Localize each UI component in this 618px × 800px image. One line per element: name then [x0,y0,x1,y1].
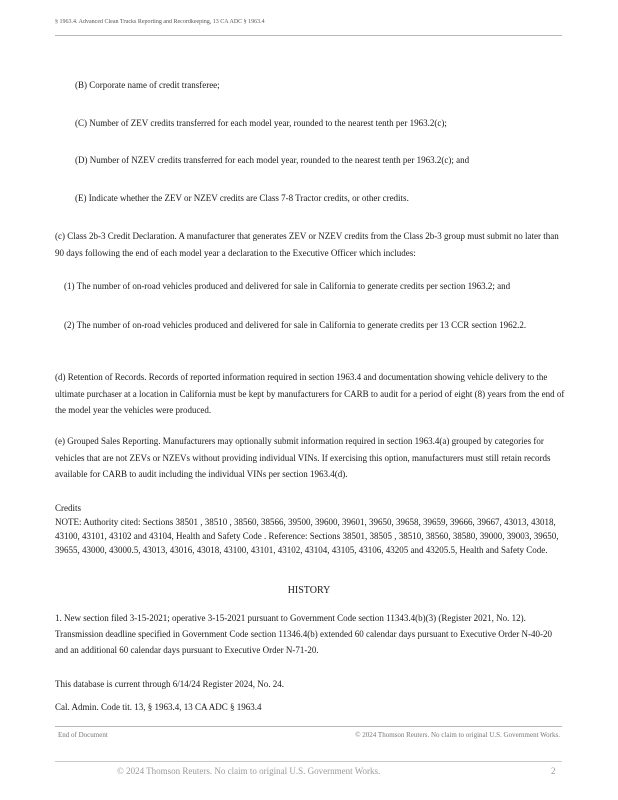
citation: Cal. Admin. Code tit. 13, § 1963.4, 13 CA ADC § 1963.4 [55,702,262,712]
credits-note: NOTE: Authority cited: Sections 38501 , 38510 , 38560, 38566, 39500, 39600, 39601, 39650, 39658, 39659, 39666, 39667, 43013, 43018, 43100, 43101, 43102 and 43104, Health and Safety Code . Reference: Sections 38501, 38505 , 38510, 38560, 38580, 39000, 39003, 39650, 39655, 43000, 43000.5, 43013, 43016, 43018, 43100, 43101, 43102, 43104, 43105, 43106, 43205 and 43205.5, Health and Safety Code. [55,517,559,555]
document-end-divider [55,726,562,727]
page-footer-copyright: © 2024 Thomson Reuters. No claim to original U.S. Government Works. [117,766,381,776]
credits-heading: Credits [55,503,81,513]
header-divider [55,35,562,36]
item-e: (E) Indicate whether the ZEV or NZEV credits are Class 7-8 Tractor credits, or other credits. [75,193,409,203]
database-currency: This database is current through 6/14/24 Register 2024, No. 24. [55,679,284,689]
page-footer-divider [55,761,562,762]
item-d: (D) Number of NZEV credits transferred for each model year, rounded to the nearest tenth per 1963.2(c); and [75,155,470,165]
history-heading: HISTORY [287,585,331,596]
document-copyright: © 2024 Thomson Reuters. No claim to original U.S. Government Works. [355,731,560,739]
end-of-document: End of Document [58,731,108,739]
section-c-paragraph: (c) Class 2b-3 Credit Declaration. A manufacturer that generates ZEV or NZEV credits from the Class 2b-3 group must submit no later than 90 days following the end of each model year a declaration to the Executive Officer which includes: [55,231,559,258]
section-e-paragraph: (e) Grouped Sales Reporting. Manufacturers may optionally submit information required in section 1963.4(a) grouped by categories for vehicles that are not ZEVs or NZEVs without providing individual VINs. If exercising this option, manufacturers must still retain records available for CARB to audit including the individual VINs per section 1963.4(d). [55,436,551,479]
section-c-item-1: (1) The number of on-road vehicles produced and delivered for sale in California to generate credits per section 1963.2; and [64,281,511,291]
section-d-paragraph: (d) Retention of Records. Records of reported information required in section 1963.4 and documentation showing vehicle delivery to the ultimate purchaser at a location in California must be kept by manufacturers for CARB to audit for a period of eight (8) years from the end of the model year the vehicles were produced. [55,372,565,415]
section-c-item-2-text: (2) The number of on-road vehicles produced and delivered for sale in California to generate credits per 13 CCR section 1962.2. [64,320,527,330]
page-number: 2 [551,766,556,776]
item-c: (C) Number of ZEV credits transferred for each model year, rounded to the nearest tenth per 1963.2(c); [75,118,447,128]
item-b: (B) Corporate name of credit transferee; [75,80,220,90]
section-c-item-2 [64,317,562,334]
running-header: § 1963.4. Advanced Clean Trucks Reporting and Recordkeeping, 13 CA ADC § 1963.4 [55,19,265,25]
history-entry: 1. New section filed 3-15-2021; operative 3-15-2021 pursuant to Government Code section 11343.4(b)(3) (Register 2021, No. 12). Transmission deadline specified in Government Code section 11346.4(b) extended 60 calendar days pursuant to Executive Order N-40-20 and an additional 60 calendar days pursuant to Executive Order N-71-20. [55,613,552,655]
